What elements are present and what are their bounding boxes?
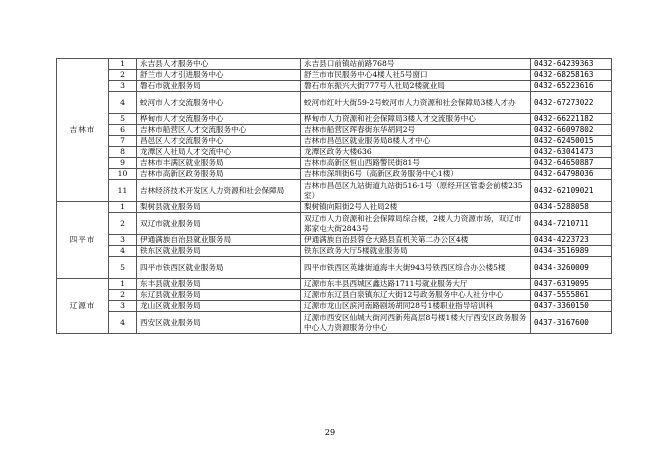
- address-cell: 伊通满族自治县蓉仓大路县直机关第二办公区4楼: [301, 235, 531, 246]
- address-cell: 蛟河市红叶大街59-2号蛟河市人力资源和社会保障局3楼人才办: [301, 92, 531, 114]
- address-cell: 吉林市昌邑区就业服务局8楼人才中心: [301, 136, 531, 147]
- agency-name-cell: 西安区就业服务局: [137, 312, 301, 334]
- table-row: [57, 235, 612, 246]
- agency-name-cell: 吉林市船营区人才交流服务中心: [137, 125, 301, 136]
- row-number-cell: 3: [109, 301, 137, 312]
- table-row: [57, 301, 612, 312]
- table-row: [57, 158, 612, 169]
- agency-name-cell: 双辽市就业服务局: [137, 213, 301, 235]
- phone-cell: 0434-7210711: [531, 213, 612, 235]
- row-number-cell: 2: [109, 290, 137, 301]
- page-number: 29: [324, 428, 336, 437]
- row-number-cell: 3: [109, 235, 137, 246]
- phone-cell: 0437-5555861: [531, 290, 612, 301]
- agency-name-cell: 东丰县就业服务局: [137, 279, 301, 290]
- phone-cell: 0434-3260009: [531, 257, 612, 279]
- phone-cell: 0432-64650887: [531, 158, 612, 169]
- row-number-cell: 10: [109, 169, 137, 180]
- row-number-cell: 2: [109, 70, 137, 81]
- phone-cell: 0432-62109021: [531, 180, 612, 202]
- table-row: [57, 59, 612, 70]
- phone-cell: 0432-68258163: [531, 70, 612, 81]
- phone-cell: 0432-67273022: [531, 92, 612, 114]
- row-number-cell: 5: [109, 114, 137, 125]
- row-number-cell: 1: [109, 59, 137, 70]
- table-row: [57, 180, 612, 202]
- address-cell: 铁东区政务大厅5楼就业服务局: [301, 246, 531, 257]
- row-number-cell: 7: [109, 136, 137, 147]
- table-row: [57, 257, 612, 279]
- agency-name-cell: 东辽县就业服务局: [137, 290, 301, 301]
- agency-name-cell: 昌邑区人才交流服务中心: [137, 136, 301, 147]
- row-number-cell: 6: [109, 125, 137, 136]
- phone-cell: 0432-64239363: [531, 59, 612, 70]
- address-cell: 永吉县口前镇站前路768号: [301, 59, 531, 70]
- phone-cell: 0432-62450015: [531, 136, 612, 147]
- address-cell: 双辽市人力资源和社会保障局综合楼，2楼人力资源市场，双辽市郑家屯大街2843号: [301, 213, 531, 235]
- address-cell: 辽源市西安区仙城大街河西新苑高层8号楼1楼大厅西安区政务服务中心人力资源服务分中心: [301, 312, 531, 334]
- address-cell: 龙潭区政务大楼636: [301, 147, 531, 158]
- table-row: [57, 136, 612, 147]
- address-cell: 辽源市龙山区滨河南路剧场胡同28号1楼职业指导培训科: [301, 301, 531, 312]
- table-row: [57, 114, 612, 125]
- service-directory-table: [56, 58, 612, 334]
- address-cell: 四平市铁西区英雄街道海丰大街943号铁西区综合办公楼5楼: [301, 257, 531, 279]
- agency-name-cell: 舒兰市人才引进服务中心: [137, 70, 301, 81]
- agency-name-cell: 铁东区就业服务局: [137, 246, 301, 257]
- address-cell: 吉林市昌邑区九站街道九站街516-1号（原经开区管委会前楼235室）: [301, 180, 531, 202]
- phone-cell: 0434-3516989: [531, 246, 612, 257]
- agency-name-cell: 龙山区就业服务局: [137, 301, 301, 312]
- table-row: [57, 312, 612, 334]
- city-cell: 四平市: [57, 202, 109, 279]
- phone-cell: 0437-3167600: [531, 312, 612, 334]
- table-row: [57, 92, 612, 114]
- agency-name-cell: 永吉县人才服务中心: [137, 59, 301, 70]
- address-cell: 辽源市东丰县西城区鑫达路1711号就业服务大厅: [301, 279, 531, 290]
- row-number-cell: 11: [109, 180, 137, 202]
- table-row: [57, 290, 612, 301]
- row-number-cell: 4: [109, 92, 137, 114]
- phone-cell: 0434-4223723: [531, 235, 612, 246]
- agency-name-cell: 吉林经济技术开发区人力资源和社会保障局: [137, 180, 301, 202]
- agency-name-cell: 四平市铁西区就业服务局: [137, 257, 301, 279]
- table-row: [57, 246, 612, 257]
- row-number-cell: 5: [109, 257, 137, 279]
- address-cell: 桦甸市人力资源和社会保障局3楼人才交流服务中心: [301, 114, 531, 125]
- address-cell: 梨树镇向阳街2号人社局2楼: [301, 202, 531, 213]
- phone-cell: 0432-63041473: [531, 147, 612, 158]
- phone-cell: 0432-66221182: [531, 114, 612, 125]
- agency-name-cell: 吉林市丰满区就业服务局: [137, 158, 301, 169]
- table-row: [57, 81, 612, 92]
- agency-name-cell: 磐石市就业服务局: [137, 81, 301, 92]
- table-row: [57, 169, 612, 180]
- phone-cell: 0437-6319095: [531, 279, 612, 290]
- table-row: [57, 70, 612, 81]
- row-number-cell: 8: [109, 147, 137, 158]
- row-number-cell: 1: [109, 202, 137, 213]
- table-row: [57, 213, 612, 235]
- address-cell: 吉林市船营区珲春街东华胡同2号: [301, 125, 531, 136]
- row-number-cell: 3: [109, 81, 137, 92]
- table-row: [57, 125, 612, 136]
- address-cell: 吉林市高新区恒山西路警民街81号: [301, 158, 531, 169]
- row-number-cell: 9: [109, 158, 137, 169]
- row-number-cell: 4: [109, 246, 137, 257]
- agency-name-cell: 吉林市高新区政务服务局: [137, 169, 301, 180]
- agency-name-cell: 伊通满族自治县就业服务局: [137, 235, 301, 246]
- phone-cell: 0434-5288058: [531, 202, 612, 213]
- agency-name-cell: 梨树县就业服务局: [137, 202, 301, 213]
- address-cell: 舒兰市市民服务中心4楼人社5号窗口: [301, 70, 531, 81]
- address-cell: 辽源市东辽县白泉镇东辽大街12号政务服务中心人社分中心: [301, 290, 531, 301]
- phone-cell: 0437-3360150: [531, 301, 612, 312]
- address-cell: 磐石市东振兴大街777号人社局2楼就业局: [301, 81, 531, 92]
- table-row: [57, 202, 612, 213]
- row-number-cell: 1: [109, 279, 137, 290]
- table-row: [57, 147, 612, 158]
- address-cell: 吉林市深圳街6号（高新区政务服务中心1楼）: [301, 169, 531, 180]
- phone-cell: 0432-64798036: [531, 169, 612, 180]
- table-row: [57, 279, 612, 290]
- phone-cell: 0432-66097802: [531, 125, 612, 136]
- row-number-cell: 2: [109, 213, 137, 235]
- city-cell: 辽源市: [57, 279, 109, 334]
- agency-name-cell: 龙潭区人社局人才交流中心: [137, 147, 301, 158]
- agency-name-cell: 桦甸市人才交流服务中心: [137, 114, 301, 125]
- phone-cell: 0432-65223616: [531, 81, 612, 92]
- agency-name-cell: 蛟河市人才交流服务中心: [137, 92, 301, 114]
- row-number-cell: 4: [109, 312, 137, 334]
- city-cell: 吉林市: [57, 59, 109, 202]
